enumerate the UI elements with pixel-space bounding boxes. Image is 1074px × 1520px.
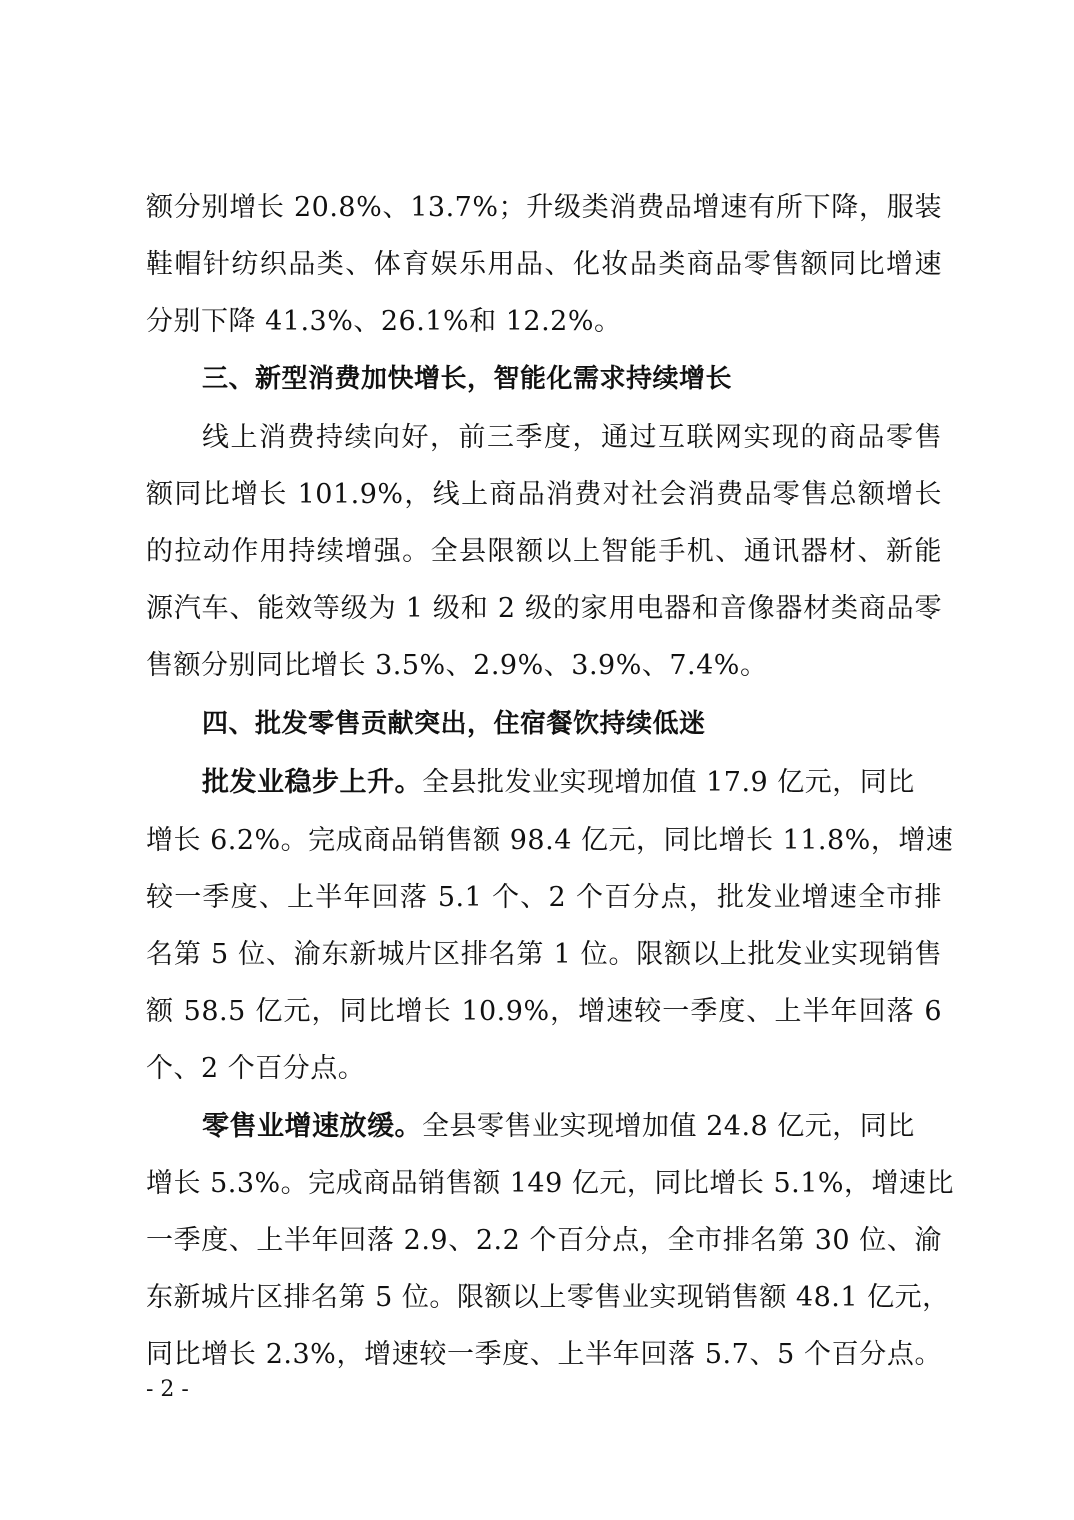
body-text: 全县批发业实现增加值 17.9 亿元，同比	[422, 767, 915, 798]
body-line: 增长 6.2%。完成商品销售额 98.4 亿元，同比增长 11.8%，增速	[146, 825, 954, 856]
body-line: 的拉动作用持续增强。全县限额以上智能手机、通讯器材、新能	[146, 536, 942, 567]
paragraph-retail-first-line	[202, 1107, 942, 1147]
body-line: 名第 5 位、渝东新城片区排名第 1 位。限额以上批发业实现销售	[146, 939, 942, 970]
body-line: 东新城片区排名第 5 位。限额以上零售业实现销售额 48.1 亿元，	[146, 1282, 950, 1313]
body-line: 一季度、上半年回落 2.9、2.2 个百分点，全市排名第 30 位、渝	[146, 1225, 942, 1256]
body-line: 增长 5.3%。完成商品销售额 149 亿元，同比增长 5.1%，增速比	[146, 1168, 955, 1199]
lead-phrase-retail: 零售业增速放缓。	[202, 1111, 422, 1142]
body-line: 鞋帽针纺织品类、体育娱乐用品、化妆品类商品零售额同比增速	[146, 249, 942, 280]
body-line: 售额分别同比增长 3.5%、2.9%、3.9%、7.4%。	[146, 650, 768, 681]
body-line: 额同比增长 101.9%，线上商品消费对社会消费品零售总额增长	[146, 479, 942, 510]
body-line: 额 58.5 亿元，同比增长 10.9%，增速较一季度、上半年回落 6	[146, 996, 942, 1027]
body-line: 同比增长 2.3%，增速较一季度、上半年回落 5.7、5 个百分点。	[146, 1339, 942, 1370]
page-number: - 2 -	[146, 1377, 189, 1402]
body-line: 个、2 个百分点。	[146, 1053, 366, 1084]
paragraph-wholesale-first-line	[202, 763, 942, 803]
body-line: 分别下降 41.3%、26.1%和 12.2%。	[146, 306, 622, 337]
body-line: 线上消费持续向好，前三季度，通过互联网实现的商品零售	[202, 422, 942, 453]
section-heading-4: 四、批发零售贡献突出，住宿餐饮持续低迷	[202, 709, 706, 739]
body-line: 源汽车、能效等级为 1 级和 2 级的家用电器和音像器材类商品零	[146, 593, 942, 624]
body-line: 额分别增长 20.8%、13.7%；升级类消费品增速有所下降，服装	[146, 192, 942, 223]
section-heading-3: 三、新型消费加快增长，智能化需求持续增长	[202, 364, 733, 394]
lead-phrase-wholesale: 批发业稳步上升。	[202, 767, 422, 798]
body-line: 较一季度、上半年回落 5.1 个、2 个百分点，批发业增速全市排	[146, 882, 942, 913]
body-text: 全县零售业实现增加值 24.8 亿元，同比	[422, 1111, 915, 1142]
